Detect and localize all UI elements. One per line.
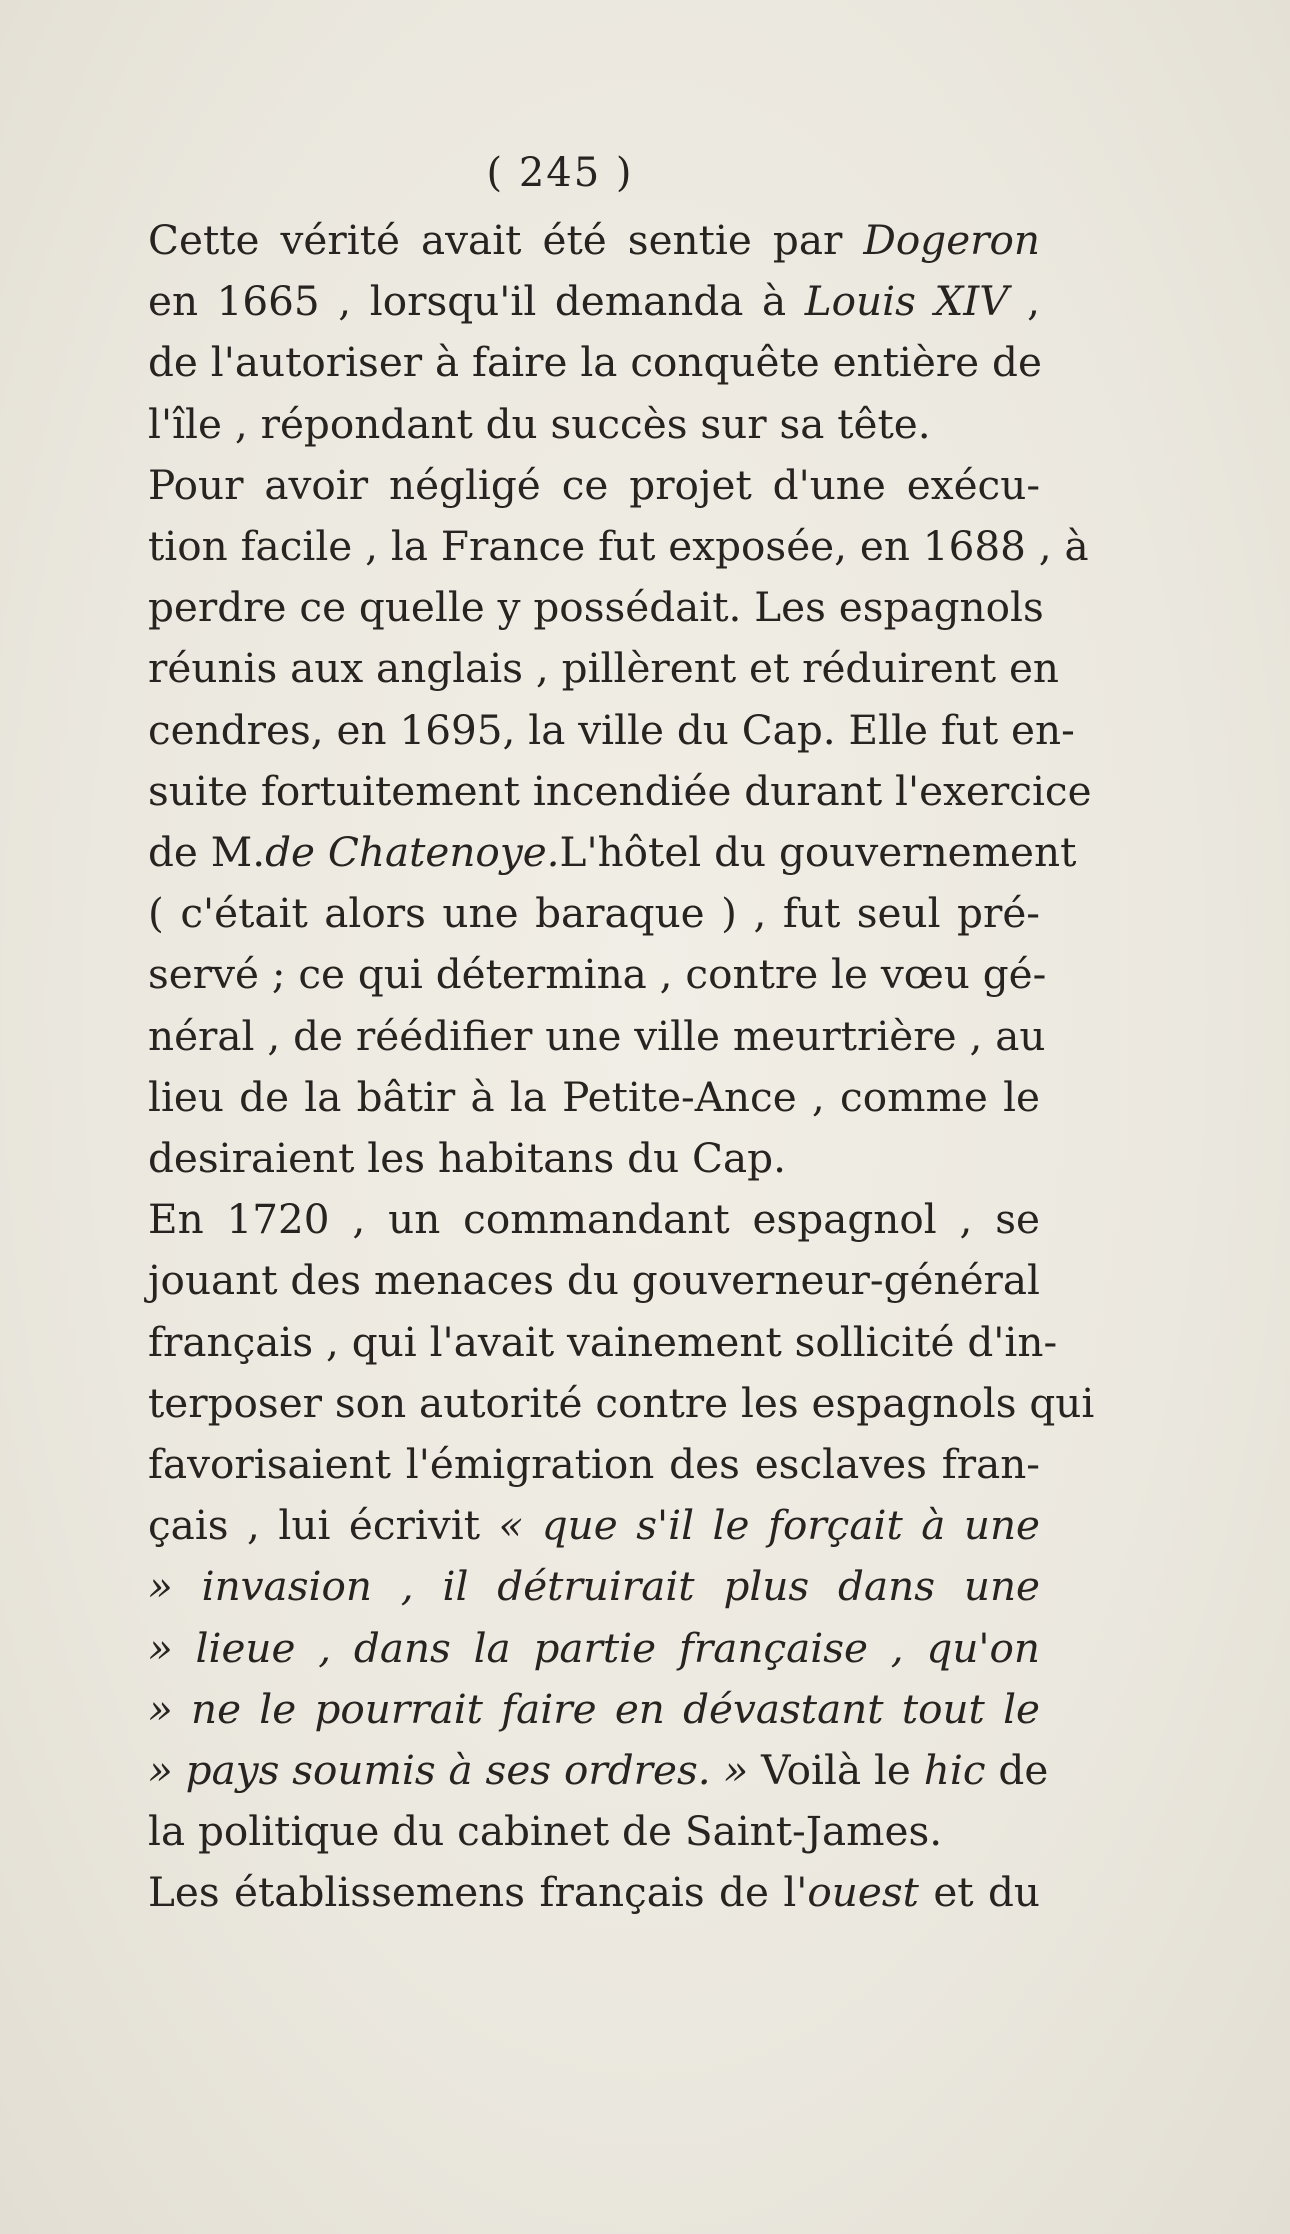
text-line: néral , de réédifier une ville meurtrière , au [148, 1011, 1046, 1060]
text-line: perdre ce quelle y possédait. Les espagnols [148, 583, 1044, 632]
page-number: ( 245 ) [486, 150, 634, 196]
text-line: çais , lui écrivit « que s'il le forçait à une [148, 1501, 1041, 1550]
word-ouest: ouest [807, 1868, 919, 1917]
quote-line: » pays soumis à ses ordres. » [148, 1746, 749, 1795]
text-line: jouant des menaces du gouverneur-général [148, 1256, 1040, 1305]
quote-line: » ne le pourrait faire en dévastant tout le [148, 1684, 1040, 1733]
text-line: servé ; ce qui détermina , contre le vœu gé- [148, 950, 1047, 999]
text-line: français , qui l'avait vainement sollicité d'in- [148, 1317, 1058, 1366]
quote-line: » invasion , il détruirait plus dans une [148, 1562, 1040, 1611]
name-dogeron: Dogeron [863, 216, 1040, 264]
word-hic: hic [923, 1746, 986, 1795]
text-line: de l'autoriser à faire la conquête entière de [148, 338, 1042, 387]
text-line: terposer son autorité contre les espagnols qui [148, 1378, 1095, 1427]
text-line: cendres, en 1695, la ville du Cap. Elle fut en- [148, 705, 1075, 754]
text-line: lieu de la bâtir à la Petite-Ance , comme le [148, 1072, 1040, 1121]
text-line: de M.de Chatenoye.L'hôtel du gouvernement [148, 828, 1077, 877]
paragraph-3 [102, 1189, 1095, 1862]
text-line: favorisaient l'émigration des esclaves fran- [148, 1440, 1040, 1489]
body-text [102, 210, 1095, 1924]
name-louis-xiv: Louis XIV [804, 277, 1009, 326]
text-line: en 1665 , lorsqu'il demanda à Louis XIV , [148, 277, 1041, 326]
text-line: tion facile , la France fut exposée, en 1688 , à [148, 522, 1089, 571]
text-line: En 1720 , un commandant espagnol , se [148, 1195, 1040, 1244]
text-line: Cette vérité avait été sentie par Dogeron [148, 216, 1040, 264]
quote-line: » lieue , dans la partie française , qu'on [148, 1623, 1040, 1672]
text-line: suite fortuitement incendiée durant l'exercice [148, 766, 1092, 815]
text-line: Les établissemens français de l'ouest et du [148, 1868, 1040, 1917]
text-line: desiraient les habitans du Cap. [148, 1134, 786, 1183]
name-chatenoye: de Chatenoye. [265, 828, 560, 877]
quote-line: « que s'il le forçait à une [498, 1501, 1041, 1550]
paragraph-1 [102, 210, 1040, 455]
text-line: l'île , répondant du succès sur sa tête. [148, 399, 931, 448]
paragraph-2 [102, 455, 1092, 1189]
text-line: ( c'était alors une baraque ) , fut seul pré- [148, 889, 1040, 938]
text-line: » pays soumis à ses ordres. » Voilà le hic de [148, 1746, 1049, 1795]
paragraph-4 [102, 1862, 1040, 1923]
text-line: la politique du cabinet de Saint-James. [148, 1807, 943, 1856]
text-line: réunis aux anglais , pillèrent et réduirent en [148, 644, 1059, 693]
text-line: Pour avoir négligé ce projet d'une exécu- [148, 460, 1040, 509]
